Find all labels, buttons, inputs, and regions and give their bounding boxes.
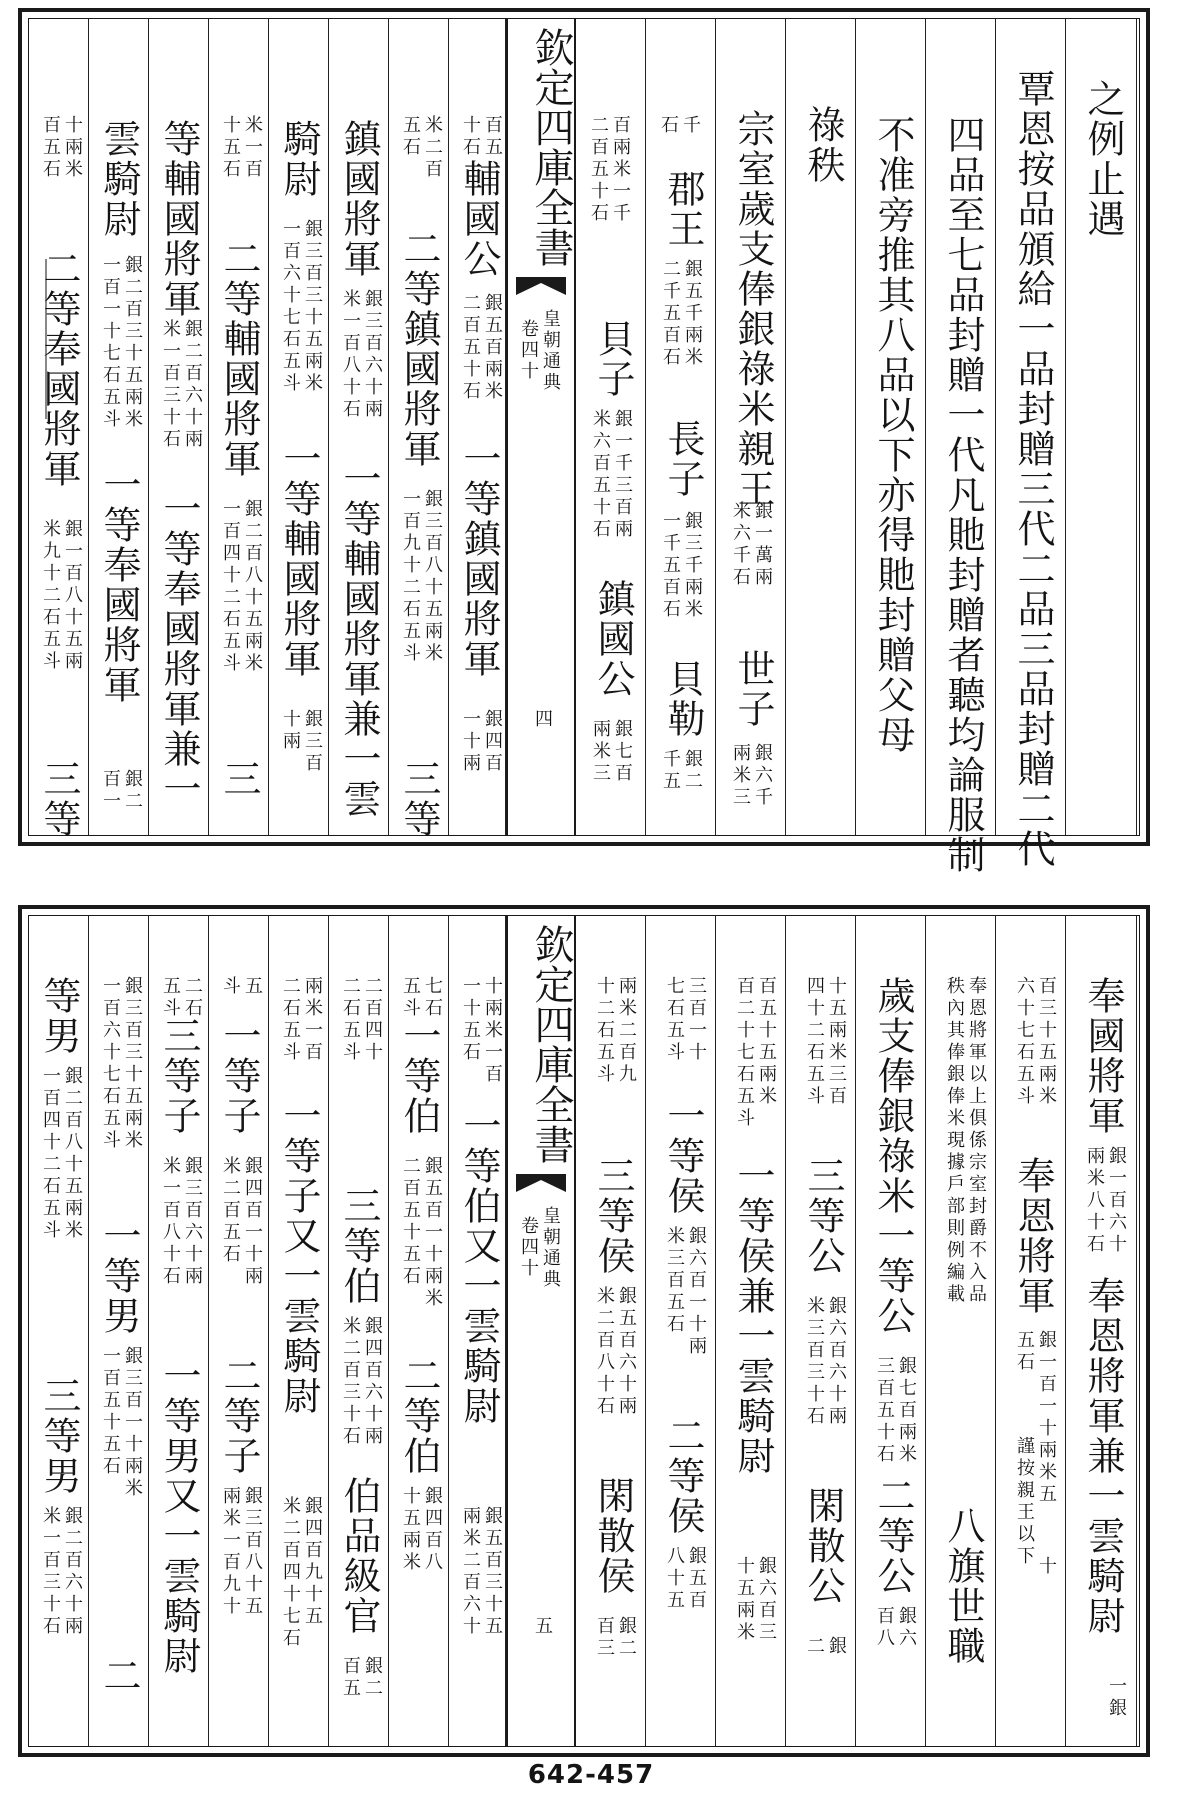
section-heading: 祿秩 [801, 105, 845, 185]
annotation: 一十五石 [460, 976, 481, 1064]
annotation: 五斗 [160, 976, 181, 1020]
annotation: 兩米二百九 [616, 976, 637, 1086]
annotation: 百一 [100, 769, 121, 813]
top-page [18, 8, 1150, 875]
text-line: 一等男 [97, 1216, 141, 1336]
text-line: 三等男 [37, 1376, 81, 1496]
annotation: 銀二 [682, 749, 703, 793]
annotation: 千 [680, 115, 701, 137]
text-line: 長子 [661, 419, 705, 499]
annotation: 米二百四十七石 [280, 1496, 301, 1650]
annotation: 一百一十七石五斗 [100, 255, 121, 431]
text-line: 宗室歲支俸銀祿米親王 [731, 109, 775, 509]
annotation: 米三百三十石 [804, 1296, 825, 1428]
annotation: 米六百五十石 [590, 409, 611, 541]
section-heading: 八旗世職 [941, 1506, 985, 1666]
annotation: 銀三百 [302, 709, 323, 775]
text-line: 一等輔國將軍 [277, 439, 321, 679]
annotation: 銀六百三 [756, 1556, 777, 1644]
annotation: 銀三百一十兩米 [122, 1346, 143, 1500]
annotation: 銀二百六十兩 [62, 1506, 83, 1638]
annotation: 三百一十 [686, 976, 707, 1064]
annotation: 一十兩 [460, 709, 481, 775]
text-line: 輔國公 [457, 159, 501, 279]
annotation: 銀二 [362, 1656, 383, 1700]
annotation: 五石 [400, 115, 421, 159]
text-line: 之例止遇 [1081, 79, 1125, 239]
annotation: 二 [804, 1636, 825, 1658]
text-line: 二等子 [217, 1356, 261, 1476]
annotation: 銀三千兩米 [682, 511, 703, 621]
annotation: 米二百 [422, 115, 443, 181]
annotation: 百兩米一千 [610, 115, 631, 225]
annotation: 七石五斗 [664, 976, 685, 1064]
text-line: 不准旁推其八品以下亦得貤封贈父母 [871, 115, 915, 755]
annotation: 斗 [220, 976, 241, 998]
text-line: 一等鎮國將軍 [457, 439, 501, 679]
text-line: 郡王 [661, 169, 705, 249]
annotation: 銀五百 [686, 1546, 707, 1612]
text-line: 伯品級官 [337, 1476, 381, 1636]
annotation: 米二百三十石 [340, 1316, 361, 1448]
annotation: 一百六十七石五斗 [100, 976, 121, 1152]
annotation: 銀四百八 [422, 1486, 443, 1574]
annotation: 米一百三十石 [160, 319, 181, 451]
annotation: 銀三百三十五兩米 [302, 219, 323, 395]
text-line: 騎尉 [277, 119, 321, 199]
annotation: 銀七百 [612, 719, 633, 785]
annotation: 銀一百八十五兩 [62, 519, 83, 673]
text-line: 一等侯 [661, 1096, 705, 1216]
text-line: 二 [97, 1656, 141, 1696]
annotation: 銀二 [122, 769, 143, 813]
annotation: 六十七石五斗 [1014, 976, 1035, 1108]
text-line: 一等侯兼一雲騎尉 [731, 1156, 775, 1476]
fish-tail-ornament [516, 1174, 566, 1192]
text-line: 閑散侯 [591, 1476, 635, 1596]
text-line: 奉恩將軍 [1011, 1156, 1055, 1316]
annotation: 銀一百一十兩米五 [1036, 1330, 1057, 1506]
annotation: 二百五十石 [460, 293, 481, 403]
text-line: 一等伯 [397, 1016, 441, 1136]
annotation: 三百五十石 [874, 1356, 895, 1466]
book-subtitle: 皇朝通典 [540, 309, 561, 393]
text-line: 三等子 [157, 1016, 201, 1136]
annotation: 兩米三 [590, 719, 611, 785]
annotation: 十 [1036, 1556, 1057, 1578]
annotation: 銀三百三十五兩米 [122, 976, 143, 1152]
annotation: 一百九十二石五斗 [400, 489, 421, 665]
bottom-page-frame [28, 915, 1140, 1747]
annotation: 十五兩米 [734, 1556, 755, 1644]
annotation: 二百四十 [362, 976, 383, 1064]
annotation: 七石 [422, 976, 443, 1020]
annotation: 十五兩米 [400, 1486, 421, 1574]
annotation: 千五 [660, 749, 681, 793]
annotation: 米一百八十石 [340, 289, 361, 421]
annotation: 二百五十石 [588, 115, 609, 225]
annotation: 米九十二石五斗 [40, 519, 61, 673]
annotation: 米一百八十石 [160, 1156, 181, 1288]
text-line: 貝子 [591, 319, 635, 399]
fish-tail-ornament [516, 277, 566, 295]
book-title: 欽定四庫全書 [528, 27, 574, 267]
annotation: 一百四十二石五斗 [40, 1066, 61, 1242]
center-strip [506, 916, 576, 1746]
annotation: 五 [242, 976, 263, 998]
annotation: 一百六十七石五斗 [280, 219, 301, 395]
annotation: 百八 [874, 1606, 895, 1650]
annotation: 十二石五斗 [594, 976, 615, 1086]
annotation: 奉恩將軍以上俱係宗室封爵不入品 [966, 976, 987, 1306]
annotation: 十五石 [220, 115, 241, 181]
text-line: 鎮國公 [591, 579, 635, 699]
text-line: 一等輔國將軍兼一雲 [337, 459, 381, 819]
annotation: 十兩米 [62, 115, 83, 181]
text-line: 等輔國將軍 [157, 119, 201, 319]
page-number: 642-457 [527, 1760, 655, 1790]
annotation: 米三百五石 [664, 1226, 685, 1336]
annotation: 銀一千三百兩 [612, 409, 633, 541]
text-line: 一等男又一雲騎尉 [157, 1356, 201, 1676]
annotation: 兩米二百六十 [460, 1506, 481, 1638]
annotation: 十五兩米三百 [826, 976, 847, 1108]
text-line: 一等子又一雲騎尉 [277, 1096, 321, 1416]
annotation: 銀二百三十五兩米 [122, 255, 143, 431]
annotation: 二石 [182, 976, 203, 1020]
annotation: 兩米一百九十 [220, 1486, 241, 1618]
annotation: 百三 [594, 1616, 615, 1660]
volume-number: 卷四十 [518, 1216, 539, 1279]
text-line: 二等輔國將軍 [217, 239, 261, 479]
annotation: 銀一百六十 [1106, 1146, 1127, 1256]
text-line: 一等奉國將軍兼一 [157, 489, 201, 809]
annotation: 百五 [340, 1656, 361, 1700]
annotation: 十兩米一百 [482, 976, 503, 1086]
annotation: 兩米三 [730, 743, 751, 809]
annotation: 五斗 [400, 976, 421, 1020]
annotation: 銀一萬兩 [752, 501, 773, 589]
annotation: 米六千石 [730, 501, 751, 589]
annotation: 銀三百八十五 [242, 1486, 263, 1618]
annotation: 百二十七石五斗 [734, 976, 755, 1130]
annotation: 銀四百 [482, 709, 503, 775]
annotation: 四十二石五斗 [804, 976, 825, 1108]
text-line: 覃恩按品頒給一品封贈三代二品三品封贈二代 [1011, 69, 1055, 869]
text-line: 歲支俸銀祿米一等公 [871, 976, 915, 1336]
text-line: 一等子 [217, 1016, 261, 1136]
text-line: 一等伯又一雲騎尉 [457, 1106, 501, 1426]
annotation: 秩內其俸銀俸米現據戶部則例編載 [944, 976, 965, 1306]
annotation: 二千五百石 [660, 259, 681, 369]
annotation: 石 [658, 115, 679, 137]
text-line: 閑散公 [801, 1486, 845, 1606]
annotation: 銀 [826, 1636, 847, 1658]
annotation: 銀三百六十兩 [182, 1156, 203, 1288]
top-page-frame [28, 18, 1140, 875]
annotation: 百五十五兩米 [756, 976, 777, 1108]
annotation: 八十五 [664, 1546, 685, 1612]
annotation: 米一百 [242, 115, 263, 181]
text-line: 三等公 [801, 1156, 845, 1276]
text-line: 貝勒 [661, 659, 705, 739]
text-line: 世子 [731, 649, 775, 729]
text-line: 三等侯 [591, 1156, 635, 1276]
annotation: 謹按親王以下 [1014, 1436, 1035, 1568]
annotation: 米二百八十石 [594, 1286, 615, 1418]
annotation: 一百五十五石 [100, 1346, 121, 1478]
annotation: 銀三百六十兩 [362, 289, 383, 421]
annotation: 銀五百六十兩 [616, 1286, 637, 1418]
text-line: 二等公 [871, 1476, 915, 1596]
annotation: 銀七百兩米 [896, 1356, 917, 1466]
annotation: 一百四十二石五斗 [220, 499, 241, 675]
annotation: 銀五千兩米 [682, 259, 703, 369]
center-strip [506, 19, 576, 835]
annotation: 二石五斗 [340, 976, 361, 1064]
text-line: 一等奉國將軍 [97, 465, 141, 705]
text-line: 二等伯 [397, 1356, 441, 1476]
annotation: 銀二百六十兩 [182, 319, 203, 451]
annotation: 銀五百一十兩米 [422, 1156, 443, 1310]
annotation: 銀五百兩米 [482, 293, 503, 403]
book-title: 欽定四庫全書 [528, 924, 574, 1164]
annotation: 兩米八十石 [1084, 1146, 1105, 1256]
annotation: 米二百五石 [220, 1156, 241, 1266]
annotation: 銀二 [616, 1616, 637, 1660]
annotation: 銀六百一十兩 [686, 1226, 707, 1358]
text-line: 二等奉國將軍 [37, 249, 81, 489]
annotation: 一銀 [1106, 1676, 1127, 1720]
annotation: 銀四百九十五 [302, 1496, 323, 1628]
annotation: 銀二百八十五兩米 [242, 499, 263, 675]
book-subtitle: 皇朝通典 [540, 1206, 561, 1290]
annotation: 二石五斗 [280, 976, 301, 1064]
folio-number: 四 [532, 709, 553, 730]
annotation: 銀四百一十兩 [242, 1156, 263, 1288]
text-line: 等男 [37, 976, 81, 1056]
text-line: 鎮國將軍 [337, 119, 381, 279]
annotation: 一千五百石 [660, 511, 681, 621]
annotation: 銀六 [896, 1606, 917, 1650]
volume-number: 卷四十 [518, 319, 539, 382]
bottom-page [18, 905, 1150, 1757]
text-line: 奉國將軍 [1081, 976, 1125, 1136]
annotation: 五石 [1014, 1330, 1035, 1374]
text-line: 三等 [37, 759, 81, 839]
text-line: 三等伯 [337, 1186, 381, 1306]
text-line: 雲騎尉 [97, 119, 141, 239]
annotation: 銀二百八十五兩米 [62, 1066, 83, 1242]
annotation: 銀六百六十兩 [826, 1296, 847, 1428]
annotation: 百五 [482, 115, 503, 159]
annotation: 兩米一百 [302, 976, 323, 1064]
text-line: 四品至七品封贈一代凡貤封贈者聽均論服制 [941, 115, 985, 875]
annotation: 二百五十五石 [400, 1156, 421, 1288]
folio-number: 五 [532, 1616, 553, 1637]
annotation: 十兩 [280, 709, 301, 753]
text-line: 三 [217, 759, 261, 799]
annotation: 百三十五兩米 [1036, 976, 1057, 1108]
text-line: 二等鎮國將軍 [397, 229, 441, 469]
text-line: 三等 [397, 759, 441, 839]
annotation: 百五石 [40, 115, 61, 181]
annotation: 米一百三十石 [40, 1506, 61, 1638]
annotation: 銀四百六十兩 [362, 1316, 383, 1448]
text-line: 二等侯 [661, 1416, 705, 1536]
annotation: 十石 [460, 115, 481, 159]
annotation: 銀三百八十五兩米 [422, 489, 443, 665]
text-line: 奉恩將軍兼一雲騎尉 [1081, 1276, 1125, 1636]
annotation: 銀六千 [752, 743, 773, 809]
annotation: 銀五百三十五 [482, 1506, 503, 1638]
